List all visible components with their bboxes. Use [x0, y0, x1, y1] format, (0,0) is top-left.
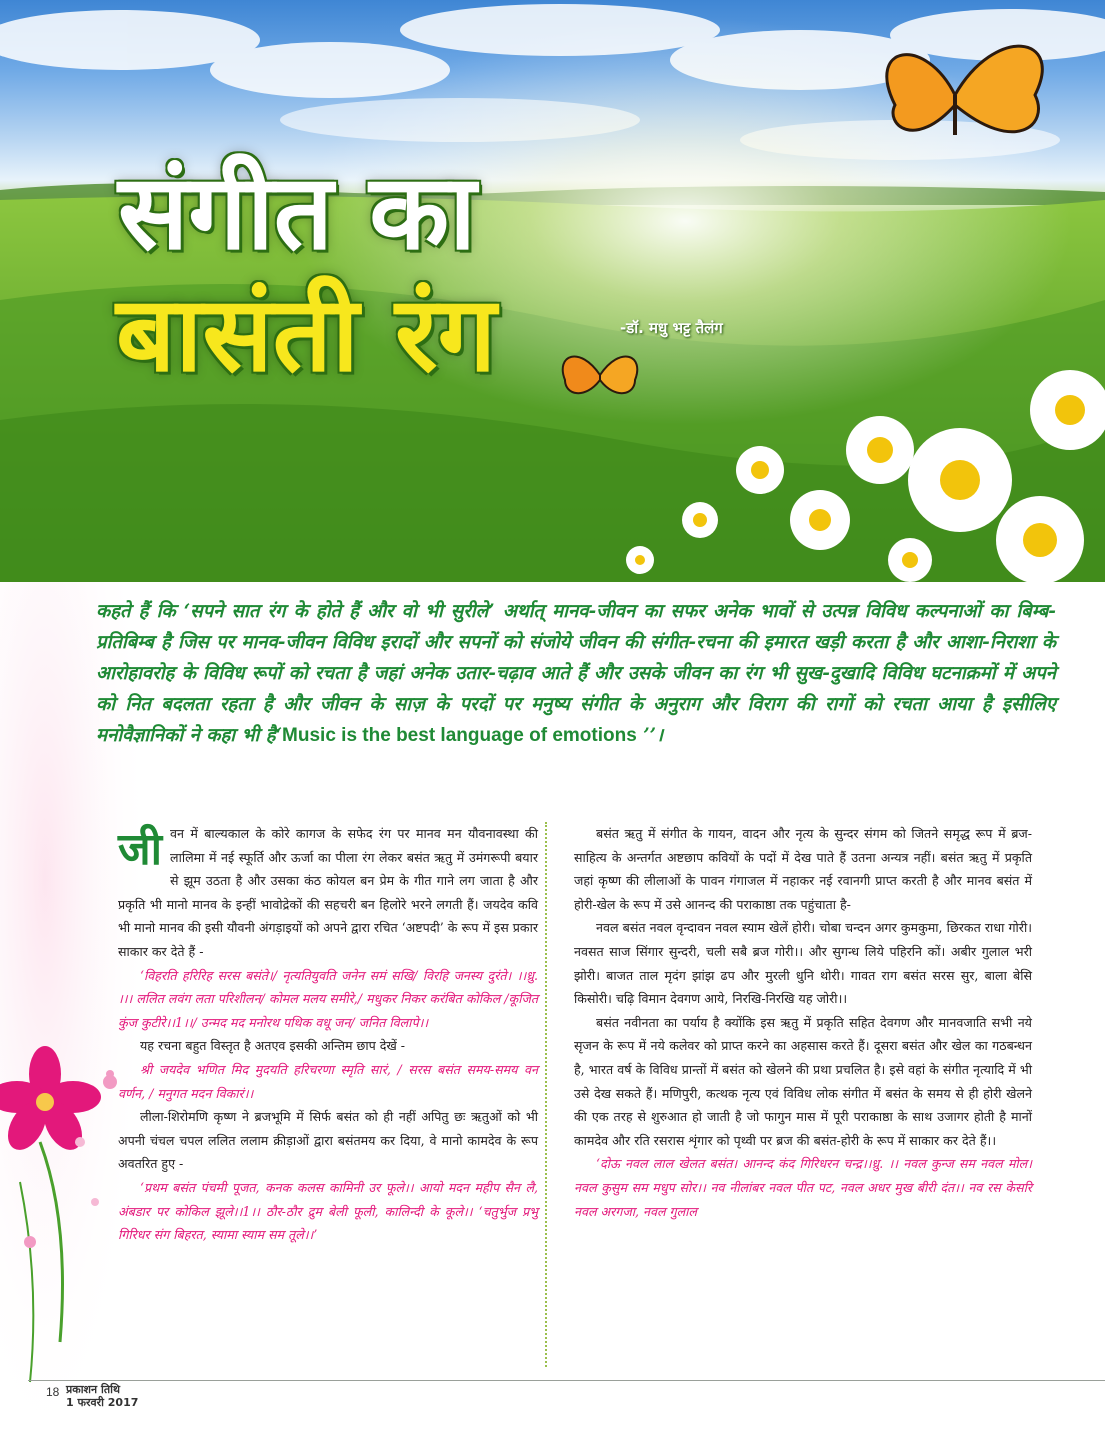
article-paragraph: नवल बसंत नवल वृन्दावन नवल स्याम खेलें होरी। चोबा चन्दन अगर कुमकुमा, छिरकत राधा गोरी। नवसत साज सिंगार सुन्दरी, चली सबै ब्रज गोरी।। और सुगन्ध लिये पहिरनि कों। अबीर गुलाल भरी झोरी। बाजत ताल मृदंग झांझ ढप और मुरली धुनि थोरी। गावत राग बसंत सरस सुर, बाला बेसि किसोरी। चढ़ि विमान देवगण आये, निरखि-निरखि यह जोरी।।	[574, 920, 1032, 1007]
verse: ‘विहरति हरिरिह सरस बसंते।/ नृत्यतियुवति जनेन समं सखि/ विरहि जनस्य दुरंते। ।।ध्रु. ।।। ललित लवंग लता परिशीलन/ कोमल मलय समीरे,/ मधुकर निकर करंबित कोकिल /कूजित कुंज कुटीरे।।1।।/ उन्मद मद मनोरथ पथिक वधू जन/ जनित विलापे।।	[118, 967, 538, 1030]
author-byline: -डॉ. मधु भट्ट तैलंग	[620, 319, 723, 337]
article-paragraph	[118, 822, 538, 964]
paragraph-text: वन में बाल्यकाल के कोरे कागज के सफेद रंग पर मानव मन यौवनावस्था की लालिमा में नई स्फूर्ति और ऊर्जा का पीला रंग लेकर बसंत ऋतु में उमंगरूपी बयार से झूम उठता है और उसका कंठ कोयल बन प्रेम के गीत गाने लग जाता है और प्रकृति भी मानो मानव के इन्हीं भावोद्रेकों की सहचरी बन हिलोरे भरने लगती हैं। जयदेव कवि भी मानो मानव की इसी यौवनी अंगड़ाइयों को अपने द्वारा रचित ‘अष्टपदी’ के रूप में इस प्रकार साकार कर देते हैं -	[118, 826, 538, 959]
verse: श्री जयदेव भणित मिद मुदयति हरिचरणा स्मृति सारं, / सरस बसंत समय-समय वन वर्णन, / मनुगत मदन विकारं।।	[118, 1061, 538, 1101]
quote-open: ‘	[275, 725, 283, 746]
article-paragraph: लीला-शिरोमणि कृष्ण ने ब्रजभूमि में सिर्फ बसंत को ही नहीं अपितु छः ऋतुओं को भी अपनी चंचल चपल ललित ललाम क्रीड़ाओं द्वारा बसंतमय कर दिया, वे मानो कामदेव के रूप अवतरित हुए -	[118, 1109, 538, 1172]
drop-cap: जी	[118, 824, 163, 875]
article-paragraph: यह रचना बहुत विस्तृत है अतएव इसकी अन्तिम छाप देखें -	[140, 1038, 406, 1054]
intro-paragraph	[96, 596, 1056, 751]
english-quote: Music is the best language of emotions	[282, 725, 637, 746]
publication-date: 1 फरवरी 2017	[66, 1396, 139, 1409]
footer-rule	[28, 1380, 1105, 1381]
page-number: 18	[46, 1385, 60, 1399]
publication-label: प्रकाशन तिथि	[66, 1383, 120, 1396]
column-divider	[545, 822, 547, 1367]
left-column	[118, 822, 538, 1247]
verse: ‘प्रथम बसंत पंचमी पूजत, कनक कलस कामिनी उर फूले।। आयो मदन महीप सैन लै, अंबडार पर कोकिल झूले।।1।। ठौर-ठौर द्रुम बेली फूली, कालिन्दी के कूले।। ‘चतुर्भुज प्रभु गिरिधर संग बिहरत, स्यामा स्याम सम तूले।।’	[118, 1179, 538, 1243]
intro-text: कहते हैं कि ‘सपने सात रंग के होते हैं और वो भी सुरीले’ अर्थात् मानव-जीवन का सफर अनेक भावों से उत्पन्न विविध कल्पनाओं का बिम्ब-प्रतिबिम्ब है जिस पर मानव-जीवन विविध इरादों और सपनों को संजोये जीवन की संगीत-रचना की इमारत खड़ी करता है और आशा-निराशा के आरोहावरोह के विविध रूपों को रचता है जहां अनेक उतार-चढ़ाव आते हैं और उसके जीवन का रंग भी सुख-दुखादि विविध घटनाक्रमों में अपने को नित बदलता रहता है और जीवन के साज़ के परदों पर मनुष्य संगीत के अनुराग और विराग की रागों को रचता आया है इसीलिए मनोवैज्ञानिकों ने कहा भी है	[96, 601, 1056, 746]
quote-close: ’’।	[636, 725, 664, 746]
title-line-1: संगीत का	[118, 150, 477, 273]
hero-image	[0, 0, 1105, 582]
article-paragraph: बसंत ऋतु में संगीत के गायन, वादन और नृत्य के सुन्दर संगम को जितने समृद्ध रूप में ब्रज-साहित्य के अन्तर्गत अष्टछाप कवियों के पदों में देख पाते हैं उतना अन्यत्र नहीं। बसंत ऋतु में प्रकृति जहां कृष्ण की लीलाओं के पावन गंगाजल में नहाकर नई रवानगी प्राप्त करती है और मानव बसंत में होरी-खेल के रूप में उसे आनन्द की पराकाष्ठा तक पहुंचाता है-	[574, 826, 1032, 912]
right-column	[574, 822, 1032, 1223]
verse: ‘दोऊ नवल लाल खेलत बसंत। आनन्द कंद गिरिधरन चन्द्र।।ध्रु. ।। नवल कुन्ज सम नवल मोल। नवल कुसुम सम मधुप सोर।। नव नीलांबर नवल पीत पट, नवल अधर मुख बीरी दंत।। नव रस केसरि नवल अरगजा, नवल गुलाल	[574, 1156, 1032, 1219]
title-line-2: बासंती रंग	[116, 272, 497, 395]
article-paragraph: बसंत नवीनता का पर्याय है क्योंकि इस ऋतु में प्रकृति सहित देवगण और मानवजाति सभी नये सृजन के रूप में नये कलेवर को प्राप्त करने का अहसास करते हैं। दूसरा बसंत और खेल का गठबन्धन है, भारत वर्ष के विविध प्रान्तों में बसंत को खेलने की प्रथा प्रचलित है। इसे वहां के संगीत नृत्यादि में भी उसे देख सकते हैं। मणिपुरी, कत्थक नृत्य एवं विविध लोक संगीत में बसंत के समय से ही होरी खेलने की एक तरह से शुरुआत हो जाती है जो फागुन मास में पूरी पराकाष्ठा के साथ उजागर होती है मानों कामदेव और रति रसरास शृंगार को पृथ्वी पर ब्रज की बसंत-होरी के रूप में साकार कर देते हैं।।	[574, 1014, 1032, 1148]
publication-info	[66, 1383, 138, 1409]
